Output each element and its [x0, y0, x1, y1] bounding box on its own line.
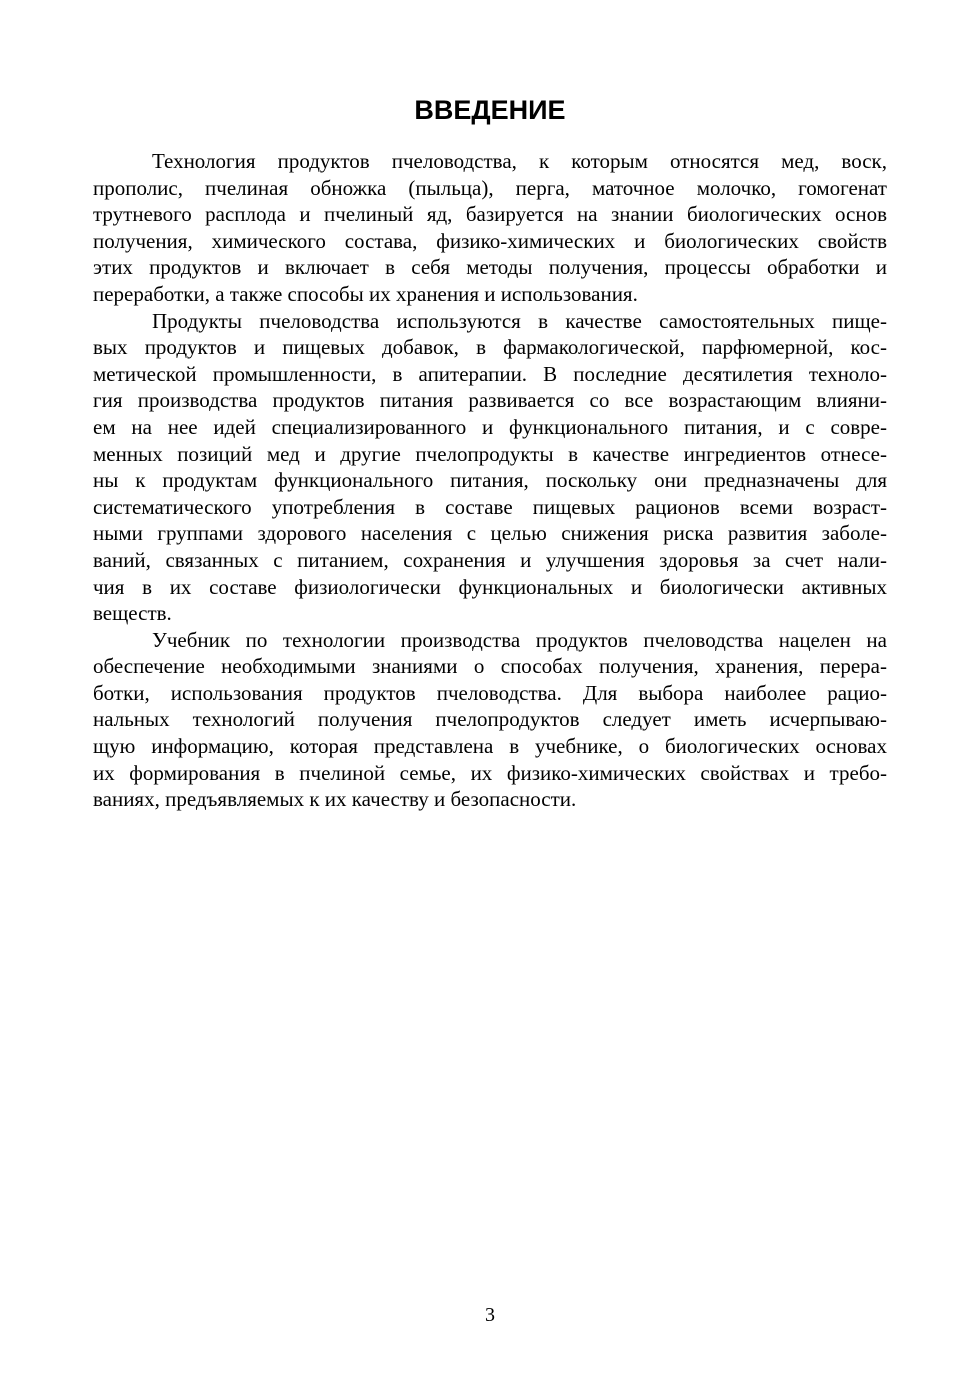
text-line: Технология продуктов пчеловодства, к которым относятся мед, воск, [152, 149, 887, 173]
text-line: ваниях, предъявляемых к их качеству и безопасности. [93, 787, 577, 812]
page-number: 3 [485, 1304, 495, 1326]
paragraph-1 [93, 148, 887, 308]
text-line: ны к продуктам функционального питания, поскольку они предназначены для [93, 468, 887, 493]
text-line: метической промышленности, в апитерапии. В последние десятилетия техноло- [93, 361, 887, 386]
text-line: веществ. [93, 601, 172, 626]
text-line: обеспечение необходимыми знаниями о способах получения, хранения, перера- [93, 654, 887, 679]
text-line: ваний, связанных с питанием, сохранения и улучшения здоровья за счет нали- [93, 547, 887, 572]
text-line: прополис, пчелиная обножка (пыльца), перга, маточное молочко, гомогенат [93, 175, 887, 200]
text-line: получения, химического состава, физико-химических и биологических свойств [93, 228, 887, 253]
text-line: систематического употребления в составе пищевых рационов всеми возраст- [93, 494, 887, 519]
text-line: этих продуктов и включает в себя методы получения, процессы обработки и [93, 255, 887, 280]
text-line: переработки, а также способы их хранения и использования. [93, 281, 638, 306]
text-line: их формирования в пчелиной семье, их физико-химических свойствах и требо- [93, 760, 887, 785]
text-line: вых продуктов и пищевых добавок, в фармакологической, парфюмерной, кос- [93, 335, 887, 360]
text-line: чия в их составе физиологически функциональных и биологически активных [93, 574, 887, 599]
text-line: Продукты пчеловодства используются в качестве самостоятельных пище- [152, 308, 887, 333]
text-line: щую информацию, которая представлена в учебнике, о биологических основах [93, 734, 887, 759]
body-text [93, 148, 887, 813]
text-line: ботки, использования продуктов пчеловодства. Для выбора наиболее рацио- [93, 680, 887, 705]
text-line: трутневого расплода и пчелиный яд, базируется на знании биологических основ [93, 202, 887, 227]
text-line: Учебник по технологии производства продуктов пчеловодства нацелен на [152, 627, 887, 652]
text-line: гия производства продуктов питания развивается со все возрастающим влияни- [93, 388, 887, 413]
text-line: ем на нее идей специализированного и функционального питания, и с совре- [93, 414, 887, 439]
page-title: ВВЕДЕНИЕ [414, 95, 566, 125]
text-line: нальных технологий получения пчелопродуктов следует иметь исчерпываю- [93, 707, 887, 732]
text-line: ными группами здорового населения с целью снижения риска развития заболе- [93, 521, 887, 546]
text-line: менных позиций мед и другие пчелопродукты в качестве ингредиентов отнесе- [93, 441, 887, 466]
paragraph-2 [93, 308, 887, 627]
paragraph-3 [93, 627, 887, 813]
